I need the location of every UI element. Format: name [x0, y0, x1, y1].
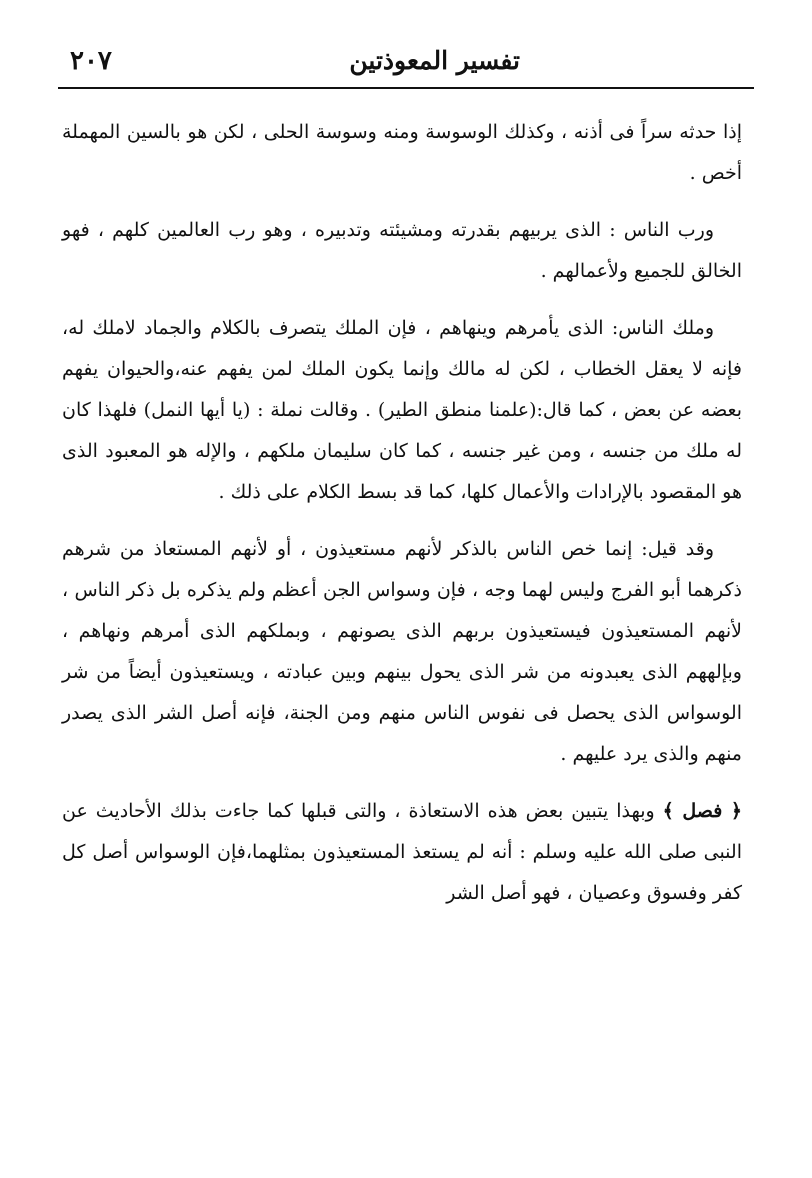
paragraph-malik-al-nas: وملك الناس: الذى يأمرهم وينهاهم ، فإن الملك يتصرف بالكلام والجماد لاملك له، فإنه لا يعقل الخطاب ، لكن له مالك وإنما يكون الملك لمن يفهم عنه،والحيوان يفهم بعضه عن بعض ، كما قال:(علمنا منطق الطير) . وقالت نملة : (يا أيها النمل) فلهذا كان له ملك من جنسه ، ومن غير جنسه ، كما كان سليمان ملكهم ، والإله هو المعبود الذى هو المقصود بالإرادات والأعمال كلها، كما قد بسط الكلام على ذلك . — [62, 317, 742, 503]
fasl-text: وبهذا يتبين بعض هذه الاستعاذة ، والتى قبلها كما جاءت بذلك الأحاديث عن النبى صلى الله عليه وسلم : أنه لم يستعذ المستعيذون بمثلهما،فإن الوسواس أصل كل كفر وفسوق وعصيان ، فهو أصل الشر — [62, 800, 742, 904]
paragraph-fasl — [62, 791, 742, 914]
page-header — [60, 40, 750, 84]
fasl-heading: ﴿ فصل ﴾ — [662, 800, 742, 822]
page-number: ٢٠٧ — [70, 46, 112, 76]
paragraph-wasawasa: إذا حدثه سراً فى أذنه ، وكذلك الوسوسة ومنه وسوسة الحلى ، لكن هو بالسين المهملة أخص . — [62, 121, 742, 184]
header-divider — [58, 87, 754, 89]
paragraph-rabb-al-nas: ورب الناس : الذى يربيهم بقدرته ومشيئته وتدبيره ، وهو رب العالمين كلهم ، فهو الخالق للجميع ولأعمالهم . — [62, 219, 742, 282]
page-body — [62, 112, 742, 930]
running-title: تفسير المعوذتين — [349, 46, 520, 75]
paragraph-istiadha: وقد قيل: إنما خص الناس بالذكر لأنهم مستعيذون ، أو لأنهم المستعاذ من شرهم ذكرهما أبو الفرج وليس لهما وجه ، فإن وسواس الجن أعظم ولم يذكره بل ذكر الناس ، لأنهم المستعيذون فيستعيذون بربهم الذى يصونهم ، وبملكهم الذى أمرهم ونهاهم ، وبإلههم الذى يعبدونه من شر الذى يحول بينهم وبين عبادته ، ويستعيذون أيضاً من شر الوسواس الذى يحصل فى نفوس الناس منهم ومن الجنة، فإنه أصل الشر الذى يصدر منهم والذى يرد عليهم . — [62, 538, 742, 765]
